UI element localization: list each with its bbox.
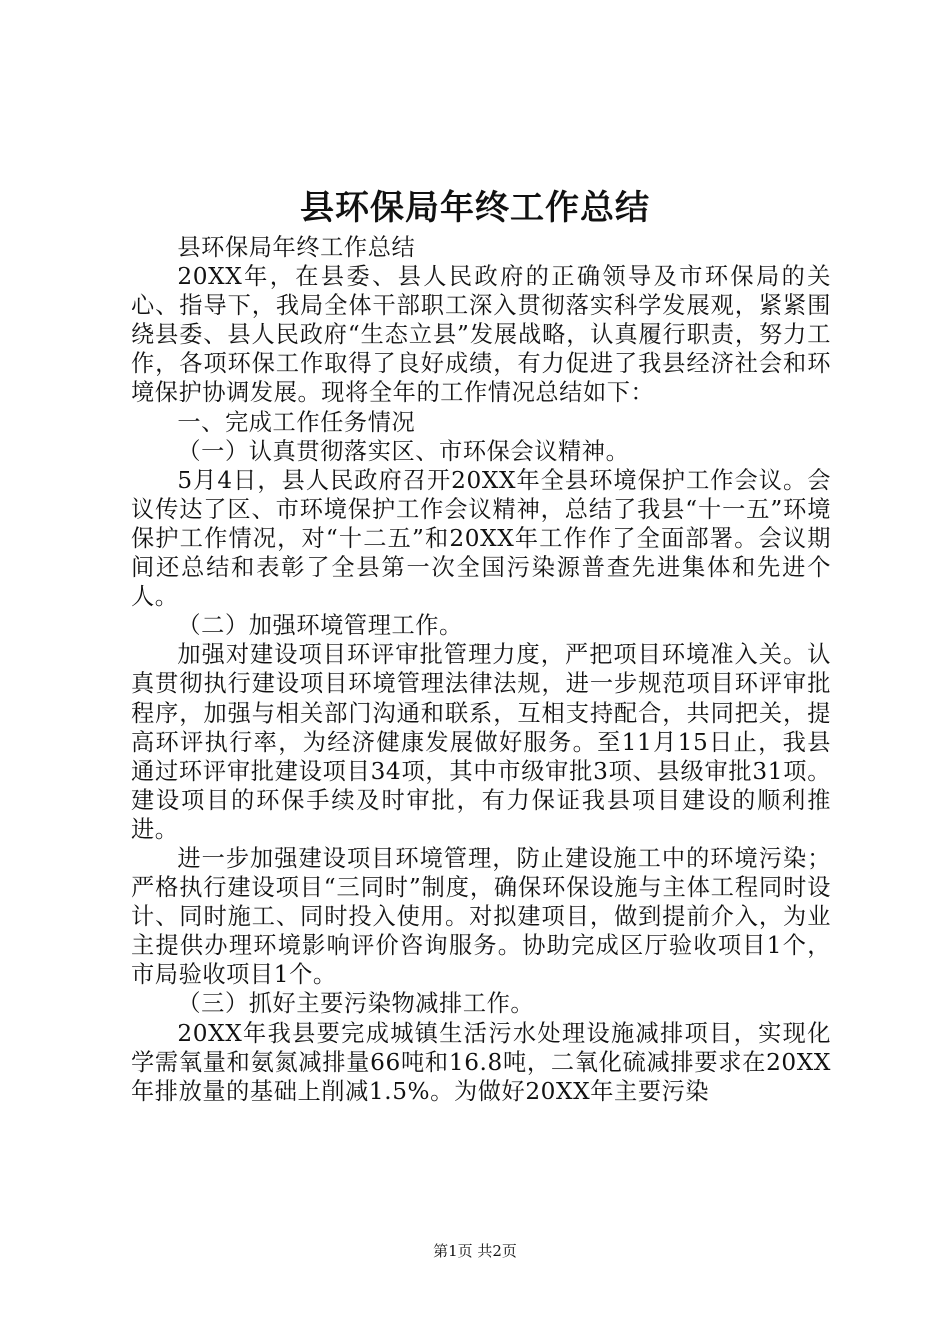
document-title: 县环保局年终工作总结 — [300, 188, 650, 228]
section-heading: 一、完成工作任务情况 — [177, 408, 416, 436]
document-body — [131, 233, 831, 1106]
subsection-heading: （一）认真贯彻落实区、市环保会议精神。 — [177, 437, 630, 465]
intro-paragraph: 20XX年，在县委、县人民政府的正确领导及市环保局的关心、指导下，我局全体干部职工深入贯彻落实科学发展观，紧紧围绕县委、县人民政府“生态立县”发展战略，认真履行职责，努力工作，各项环保工作取得了良好成绩，有力促进了我县经济社会和环境保护协调发展。现将全年的工作情况总结如下： — [131, 263, 831, 407]
page-number: 第1页 共2页 — [433, 1242, 517, 1260]
body-paragraph: 5月4日，县人民政府召开20XX年全县环境保护工作会议。会议传达了区、市环境保护工作会议精神，总结了我县“十一五”环境保护工作情况，对“十二五”和20XX年工作作了全面部署。会议期间还总结和表彰了全县第一次全国污染源普查先进集体和先进个人。 — [131, 466, 831, 611]
subsection-heading: （二）加强环境管理工作。 — [177, 612, 463, 640]
body-paragraph: 加强对建设项目环评审批管理力度，严把项目环境准入关。认真贯彻执行建设项目环境管理法律法规，进一步规范项目环评审批程序，加强与相关部门沟通和联系，互相支持配合，共同把关，提高环评执行率，为经济健康发展做好服务。至11月15日止，我县通过环评审批建设项目34项，其中市级审批3项、县级审批31项。建设项目的环保手续及时审批，有力保证我县项目建设的顺利推进。 — [131, 641, 831, 843]
body-paragraph: 进一步加强建设项目环境管理，防止建设施工中的环境污染；严格执行建设项目“三同时”制度，确保环保设施与主体工程同时设计、同时施工、同时投入使用。对拟建项目，做到提前介入，为业主提供办理环境影响评价咨询服务。协助完成区厅验收项目1个，市局验收项目1个。 — [131, 844, 831, 989]
body-paragraph: 20XX年我县要完成城镇生活污水处理设施减排项目，实现化学需氧量和氨氮减排量66吨和16.8吨，二氧化硫减排要求在20XX年排放量的基础上削减1.5%。为做好20XX年主要污染 — [131, 1019, 831, 1105]
subsection-heading: （三）抓好主要污染物减排工作。 — [177, 990, 535, 1018]
subtitle-line: 县环保局年终工作总结 — [177, 234, 416, 261]
